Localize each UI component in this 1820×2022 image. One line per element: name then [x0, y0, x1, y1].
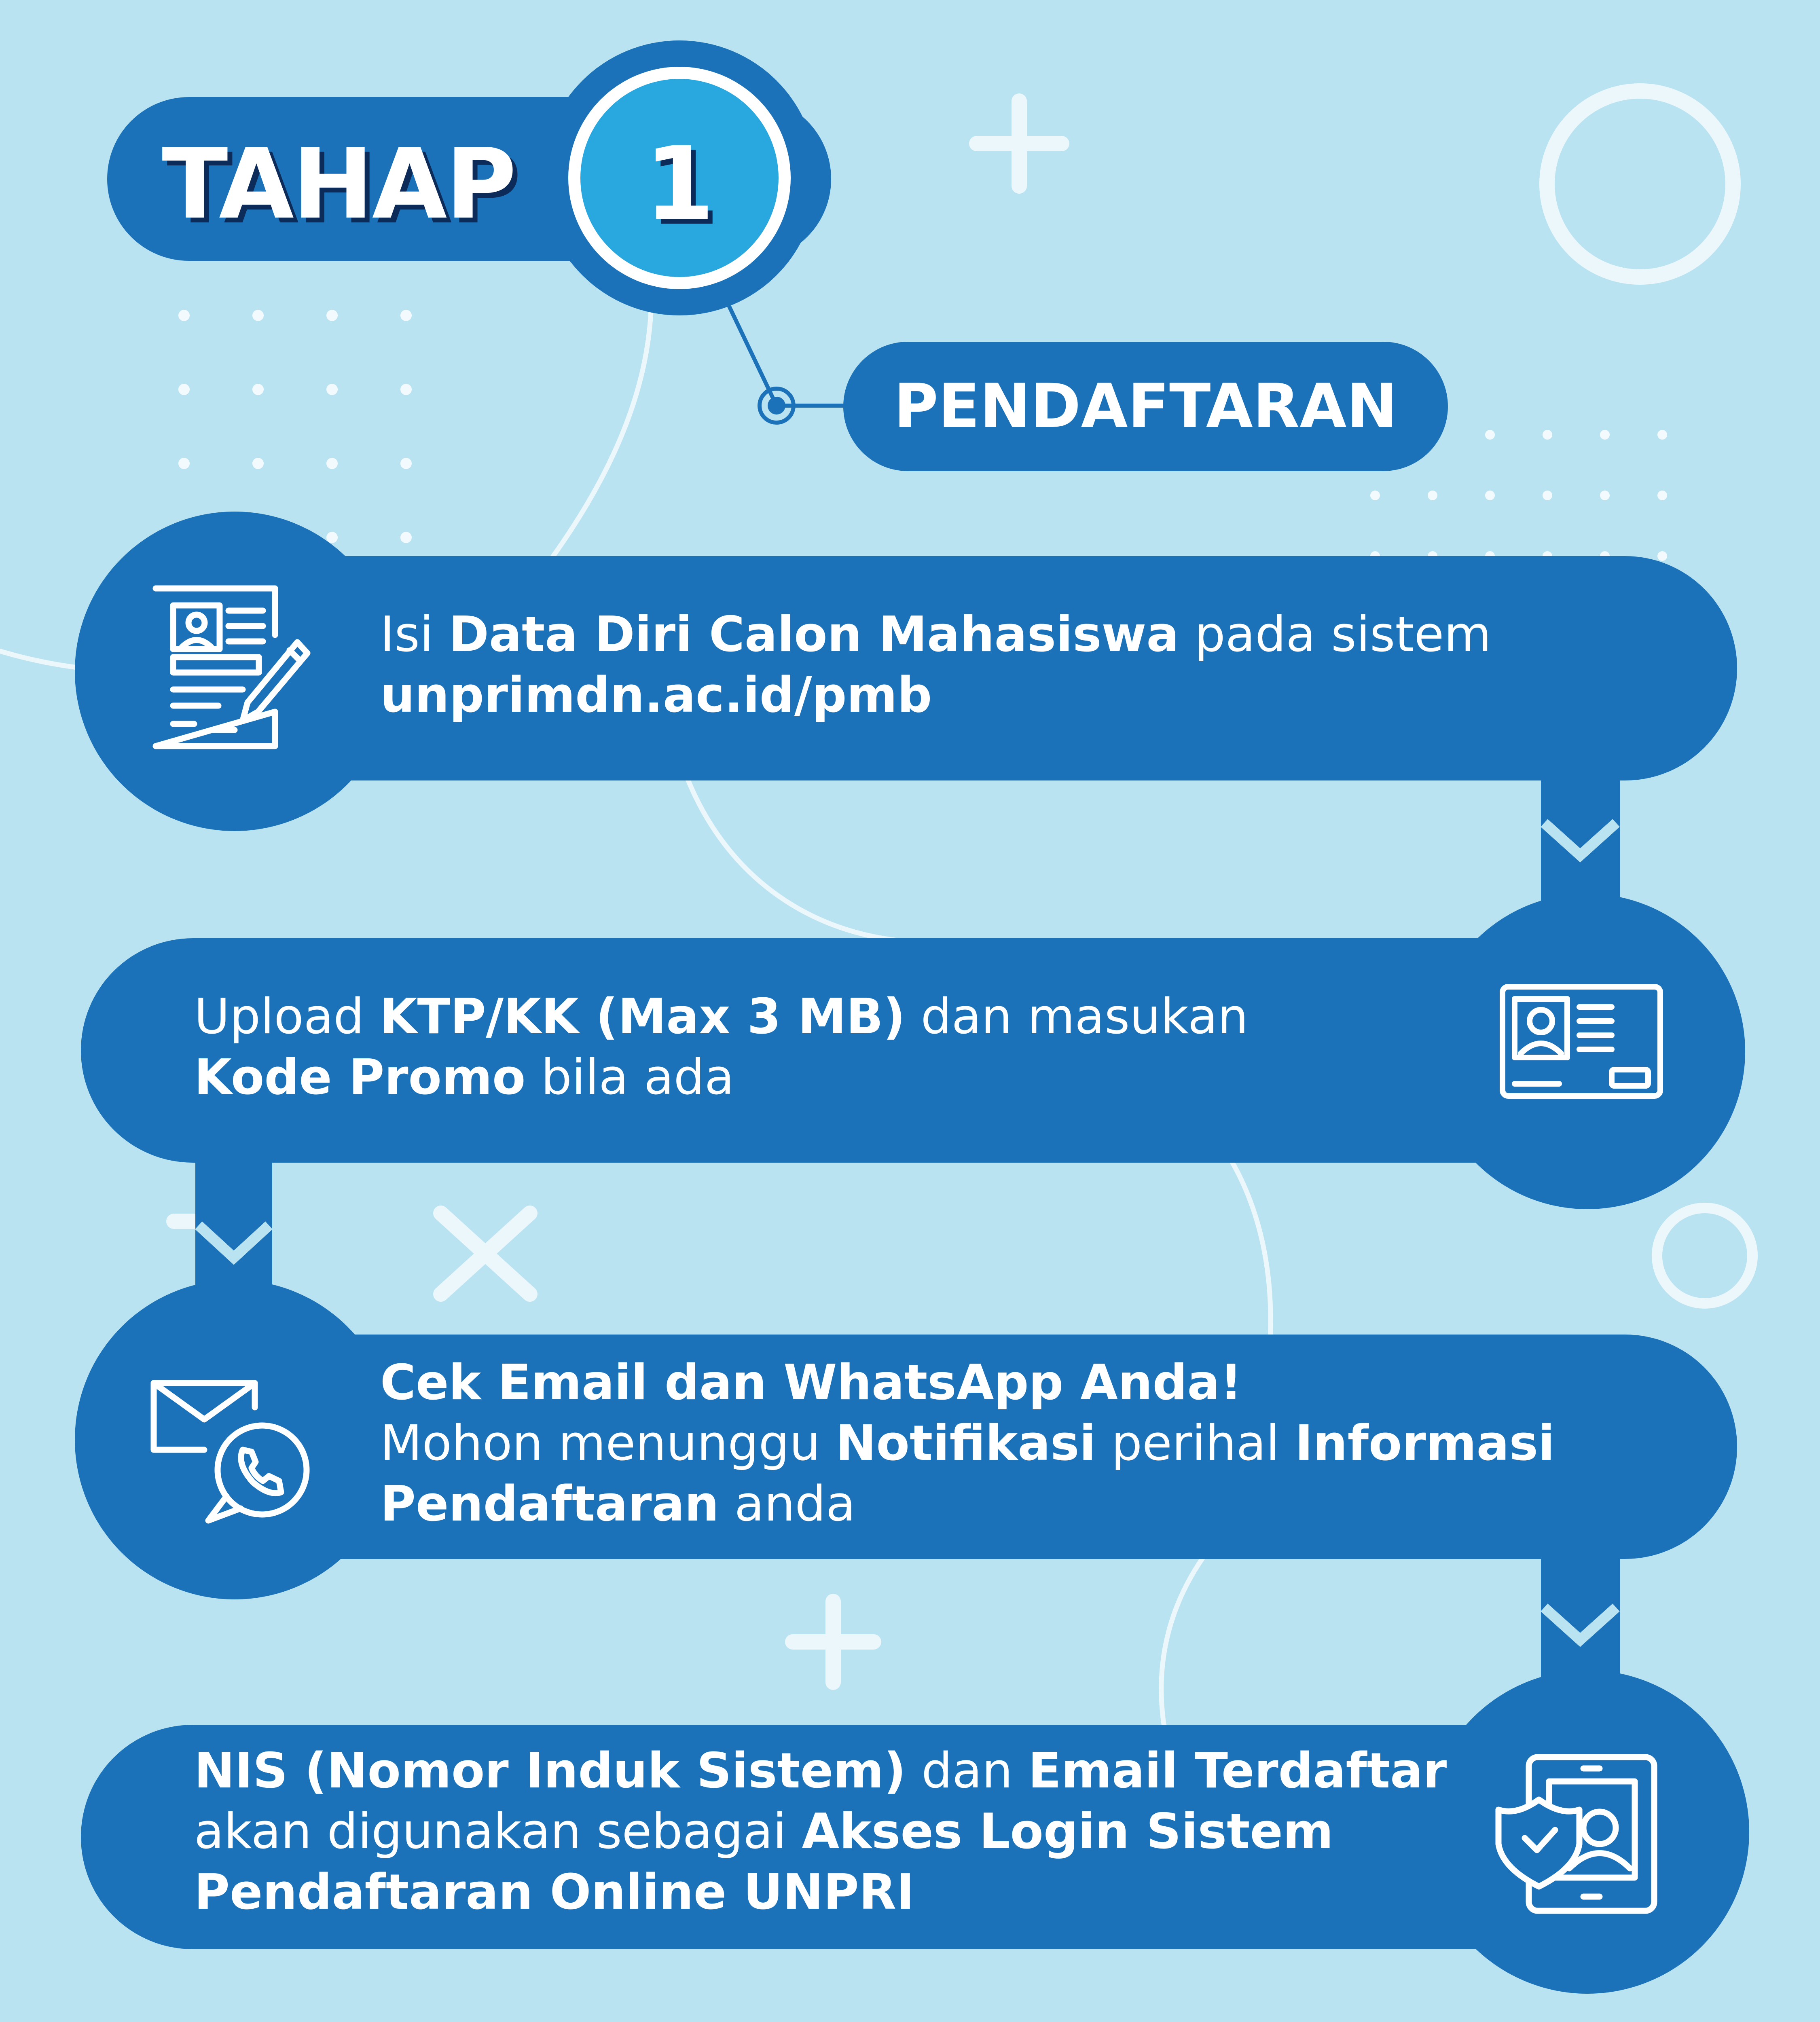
decor-plus: [977, 101, 1062, 186]
decor-dot: [1543, 430, 1552, 440]
text-run: dan: [906, 1743, 1029, 1799]
bold-text-run: Data Diri Calon Mahasiswa: [449, 607, 1179, 663]
step-3-text: [380, 1353, 1695, 1535]
step-text-line: [194, 1047, 1468, 1108]
decor-dot: [326, 458, 338, 469]
bold-text-run: Akses Login Sistem: [802, 1804, 1333, 1860]
decor-dot: [252, 310, 264, 321]
decor-curve: [534, 283, 652, 582]
decor-dot: [252, 384, 264, 395]
bold-text-run: Kode Promo: [194, 1049, 526, 1106]
decor-dot: [1485, 491, 1495, 500]
decor-dot: [326, 384, 338, 395]
text-run: Isi: [380, 607, 449, 663]
step-number-badge: 1: [644, 125, 715, 243]
decor-dot-grid: [178, 310, 412, 543]
decor-dot: [1657, 491, 1667, 500]
decor-dot: [1600, 491, 1610, 500]
bold-text-run: Email Terdaftar: [1028, 1743, 1447, 1799]
decor-dot: [1657, 430, 1667, 440]
step-text-line: [194, 987, 1468, 1047]
decor-dot: [400, 458, 412, 469]
text-run: anda: [719, 1476, 856, 1532]
decor-dot: [326, 310, 338, 321]
subtitle-connector-line: [722, 291, 777, 406]
decor-ring: [1547, 91, 1733, 277]
decor-ring: [1657, 1208, 1752, 1303]
text-run: akan digunakan sebagai: [194, 1804, 802, 1860]
step-text-line: [194, 1862, 1468, 1923]
decor-curve: [1161, 1549, 1209, 1731]
step-2-text: [194, 987, 1468, 1108]
bold-text-run: KTP/KK (Max 3 MB): [379, 989, 906, 1045]
text-run: Mohon menunggu: [380, 1415, 836, 1472]
decor-dot: [1600, 430, 1610, 440]
text-run: pada sistem: [1179, 607, 1492, 663]
bold-text-run: unprimdn.ac.id/pmb: [380, 667, 932, 723]
decor-dot: [400, 310, 412, 321]
decor-curve: [684, 768, 930, 942]
bold-text-run: Pendaftaran Online UNPRI: [194, 1864, 914, 1920]
step-connectors: [195, 772, 1620, 1731]
step-4-text: [194, 1741, 1468, 1923]
text-run: bila ada: [525, 1049, 734, 1106]
decor-dot: [1485, 430, 1495, 440]
decor-dot: [1370, 491, 1380, 500]
decor-dot: [178, 458, 190, 469]
bold-text-run: Notifikasi: [836, 1415, 1096, 1472]
decor-dot: [1657, 551, 1667, 561]
step-icon-circle: [1426, 1670, 1749, 1994]
text-run: Upload: [194, 989, 380, 1045]
text-run: perihal: [1096, 1415, 1295, 1472]
subtitle-connector-node-core: [768, 397, 785, 415]
decor-cross: [441, 1213, 530, 1294]
decor-dot: [178, 310, 190, 321]
section-subtitle: PENDAFTARAN: [894, 371, 1397, 442]
step-text-line: [194, 1802, 1468, 1862]
step-1-text: [380, 605, 1695, 726]
bold-text-run: Pendaftaran: [380, 1476, 719, 1532]
bold-text-run: NIS (Nomor Induk Sistem): [194, 1743, 906, 1799]
decor-dot: [1428, 491, 1437, 500]
decor-plus: [793, 1601, 874, 1682]
bold-text-run: Informasi: [1295, 1415, 1555, 1472]
decor-dot: [400, 532, 412, 543]
title-word: TAHAP: [162, 127, 515, 241]
step-icon-circle: [75, 1280, 394, 1599]
bold-text-run: Cek Email dan WhatsApp Anda!: [380, 1355, 1242, 1411]
decor-dot: [1543, 491, 1552, 500]
step-text-line: [380, 1474, 1695, 1535]
decor-dot: [326, 532, 338, 543]
decor-dot: [252, 458, 264, 469]
decor-dot: [178, 384, 190, 395]
step-text-line: [380, 605, 1695, 665]
decor-dot: [400, 384, 412, 395]
step-text-line: [380, 665, 1695, 726]
text-run: dan masukan: [905, 989, 1249, 1045]
step-text-line: [380, 1413, 1695, 1474]
step-text-line: [380, 1353, 1695, 1413]
step-text-line: [194, 1741, 1468, 1802]
